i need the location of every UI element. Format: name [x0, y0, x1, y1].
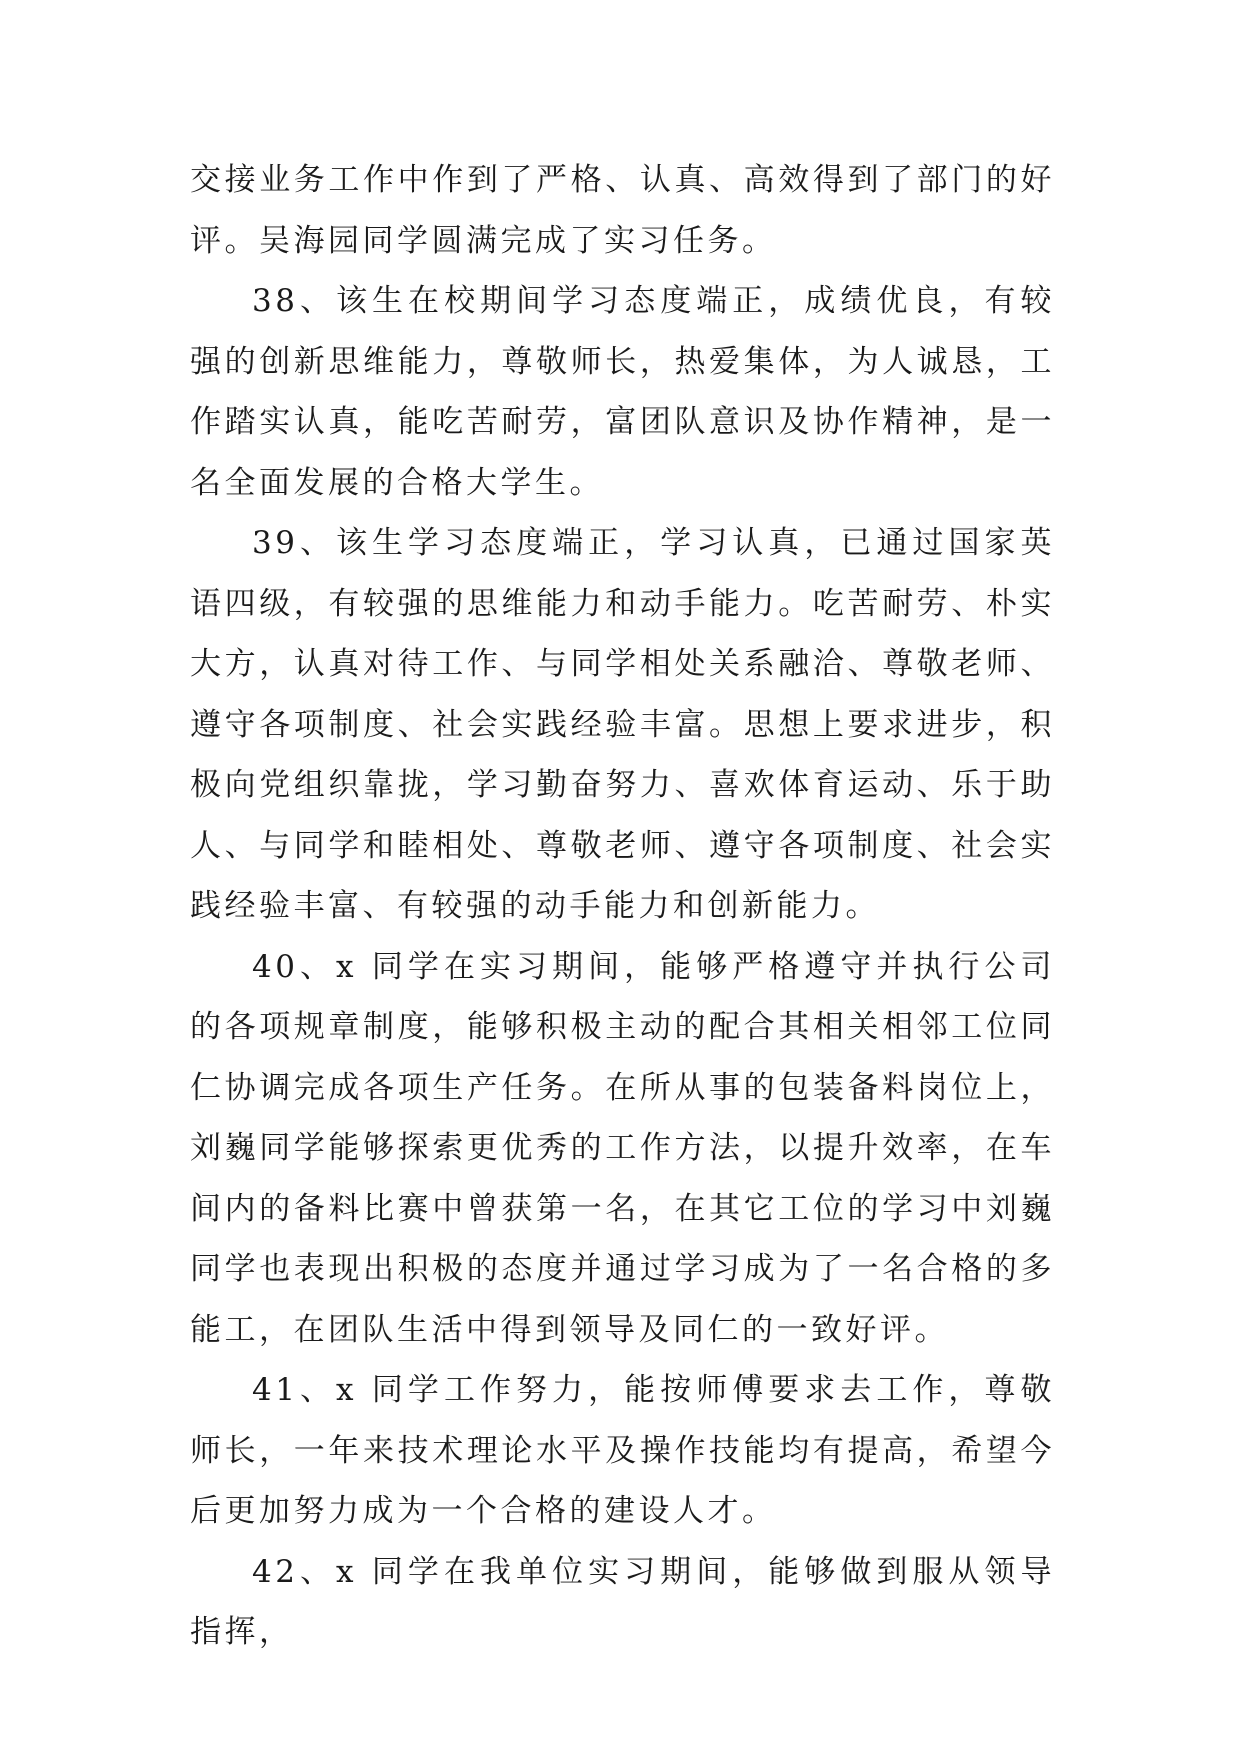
paragraph-continuation: 交接业务工作中作到了严格、认真、高效得到了部门的好评。吴海园同学圆满完成了实习任务。 — [190, 162, 1055, 259]
paragraph-41: 41、x 同学工作努力，能按师傅要求去工作，尊敬师长，一年来技术理论水平及操作技能均有提高，希望今后更加努力成为一个合格的建设人才。 — [190, 1372, 1055, 1529]
paragraph-39: 39、该生学习态度端正，学习认真，已通过国家英语四级，有较强的思维能力和动手能力。吃苦耐劳、朴实大方，认真对待工作、与同学相处关系融洽、尊敬老师、遵守各项制度、社会实践经验丰富。思想上要求进步，积极向党组织靠拢，学习勤奋努力、喜欢体育运动、乐于助人、与同学和睦相处、尊敬老师、遵守各项制度、社会实践经验丰富、有较强的动手能力和创新能力。 — [190, 525, 1055, 924]
document-body — [190, 150, 1055, 1663]
paragraph-38: 38、该生在校期间学习态度端正，成绩优良，有较强的创新思维能力，尊敬师长，热爱集体，为人诚恳，工作踏实认真，能吃苦耐劳，富团队意识及协作精神，是一名全面发展的合格大学生。 — [190, 283, 1055, 501]
paragraph-42: 42、x 同学在我单位实习期间，能够做到服从领导指挥， — [190, 1553, 1055, 1650]
paragraph-40: 40、x 同学在实习期间，能够严格遵守并执行公司的各项规章制度，能够积极主动的配合其相关相邻工位同仁协调完成各项生产任务。在所从事的包装备料岗位上，刘巍同学能够探索更优秀的工作方法，以提升效率，在车间内的备料比赛中曾获第一名，在其它工位的学习中刘巍同学也表现出积极的态度并通过学习成为了一名合格的多能工，在团队生活中得到领导及同仁的一致好评。 — [190, 948, 1055, 1348]
